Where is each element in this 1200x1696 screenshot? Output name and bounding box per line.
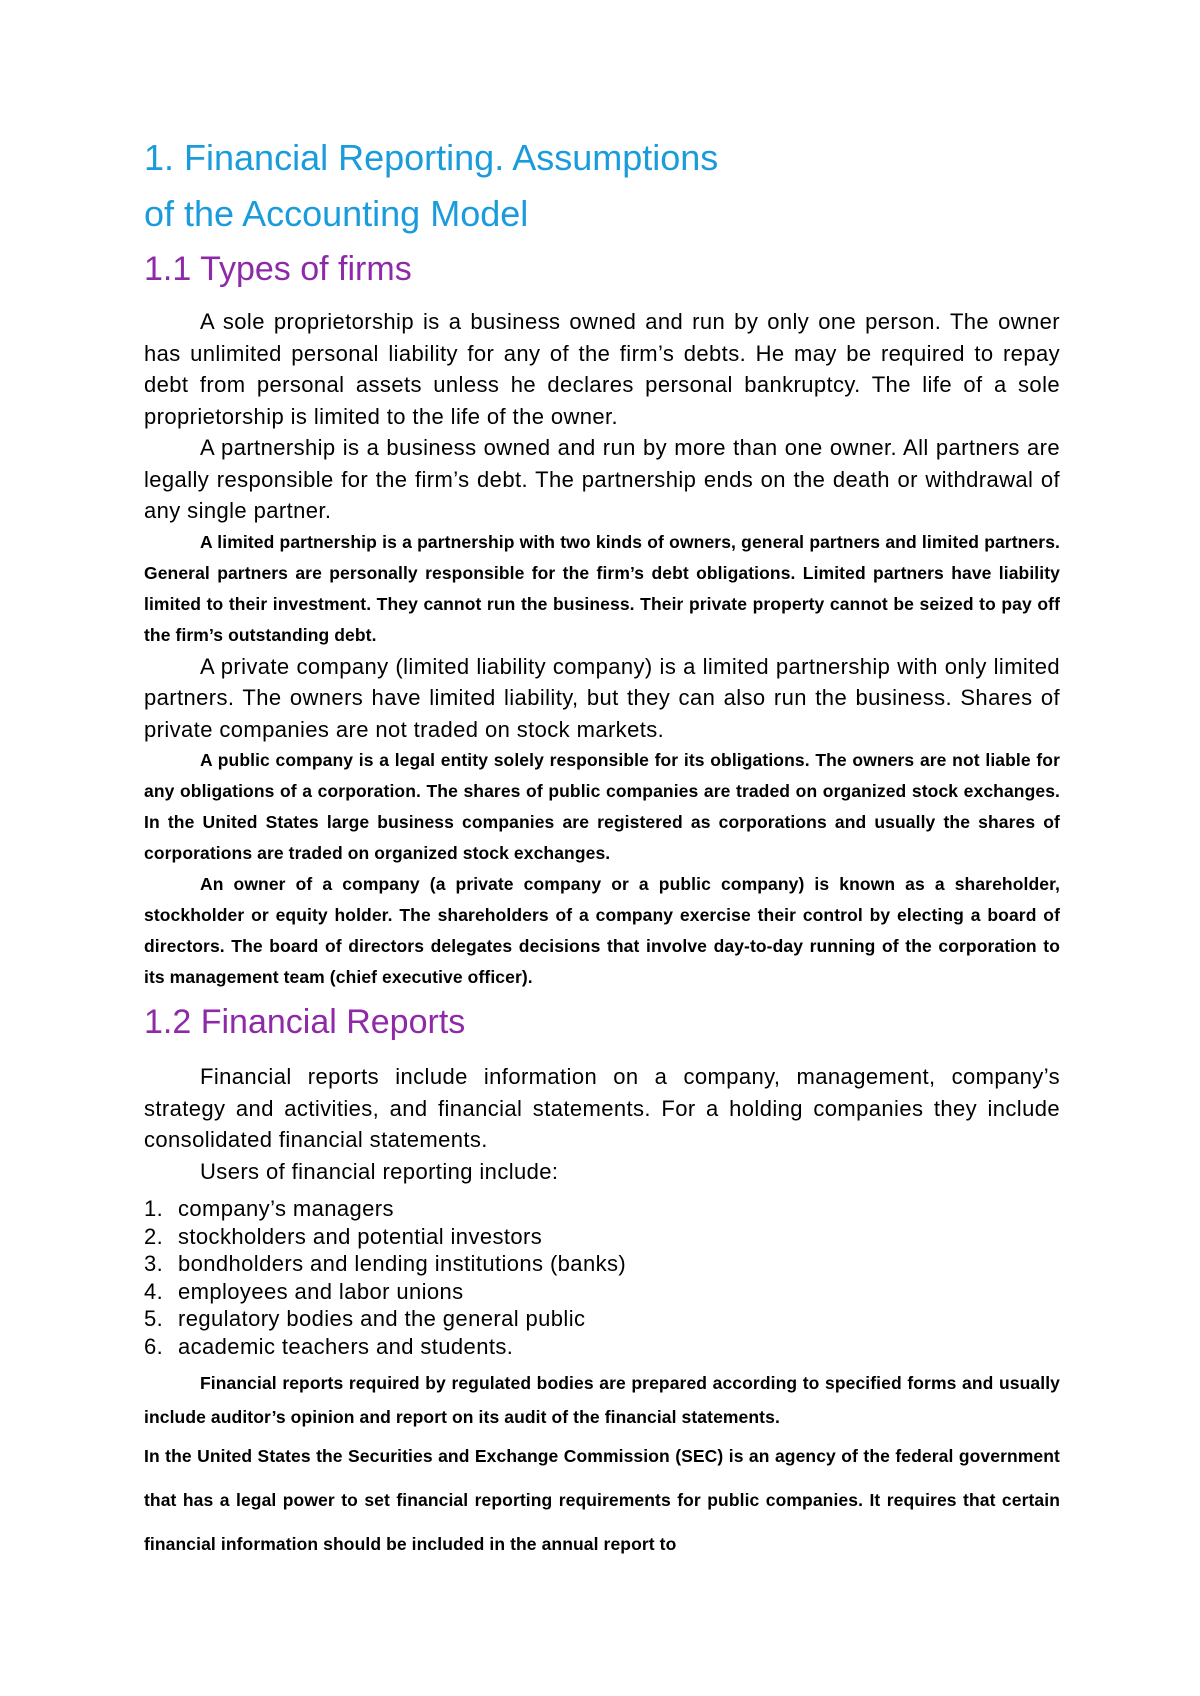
paragraph-private-company: A private company (limited liability company) is a limited partnership with only limited partners. The owners have limited liability, but they can also run the business. Shares of private companies are not traded on stock markets. (144, 653, 1060, 742)
list-item (144, 1305, 1060, 1333)
users-list (144, 1195, 1060, 1360)
paragraph-partnership: A partnership is a business owned and run by more than one owner. All partners are legally responsible for the firm’s debt. The partnership ends on the death or withdrawal of any single partner. (144, 435, 1060, 523)
list-item (144, 1278, 1060, 1306)
list-item-text: bondholders and lending institutions (banks) (178, 1251, 627, 1276)
list-item (144, 1250, 1060, 1278)
list-item-number: 3. (144, 1251, 164, 1276)
paragraph-limited-partnership: A limited partnership is a partnership with two kinds of owners, general partners and limited partners. General partners are personally responsible for the firm’s debt obligations. Limited partners have liability limited to their investment. They cannot run the business. Their private property cannot be seized to pay off the firm’s outstanding debt. (144, 531, 1060, 645)
list-item (144, 1333, 1060, 1361)
list-item-text: company’s managers (178, 1196, 394, 1221)
list-item-text: stockholders and potential investors (178, 1223, 543, 1249)
list-item-number: 2. (144, 1223, 164, 1249)
list-item-number: 1. (144, 1196, 164, 1221)
chapter-title (144, 130, 1060, 242)
list-item-number: 5. (144, 1306, 164, 1331)
document-page (144, 130, 1060, 1566)
paragraph-financial-reports-intro: Financial reports include information on a company, management, company’s strategy and activities, and financial statements. For a holding companies they include consolidated financial statements. (144, 1064, 1060, 1152)
chapter-title-line1: 1. Financial Reporting. Assumptions (144, 137, 719, 178)
list-item-number: 4. (144, 1278, 164, 1304)
section-title-financial-reports: 1.2 Financial Reports (144, 1003, 466, 1041)
list-item (144, 1223, 1060, 1251)
paragraph-regulated-bodies: Financial reports required by regulated bodies are prepared according to specified forms and usually include auditor’s opinion and report on its audit of the financial statements. (144, 1373, 1060, 1427)
list-item (144, 1195, 1060, 1223)
list-item-text: employees and labor unions (178, 1278, 464, 1304)
paragraph-shareholder: An owner of a company (a private company or a public company) is known as a shareholder, stockholder or equity holder. The shareholders of a company exercise their control by electing a board of directors. The board of directors delegates decisions that involve day-to-day running of the corporation to its management team (chief executive officer). (144, 874, 1060, 987)
paragraph-public-company: A public company is a legal entity solely responsible for its obligations. The owners are not liable for any obligations of a corporation. The shares of public companies are traded on organized stock exchanges. In the United States large business companies are registered as corporations and usually the shares of corporations are traded on organized stock exchanges. (144, 750, 1060, 863)
paragraph-users-lead: Users of financial reporting include: (200, 1158, 559, 1184)
list-item-text: regulatory bodies and the general public (178, 1306, 586, 1331)
list-item-number: 6. (144, 1333, 164, 1359)
paragraph-sec: In the United States the Securities and Exchange Commission (SEC) is an agency of the federal government that has a legal power to set financial reporting requirements for public companies. It requires that certain financial information should be included in the annual report to (144, 1446, 1060, 1554)
section-title-types-of-firms: 1.1 Types of firms (144, 250, 412, 288)
paragraph-sole-proprietorship: A sole proprietorship is a business owned and run by only one person. The owner has unlimited personal liability for any of the firm’s debts. He may be required to repay debt from personal assets unless he declares personal bankruptcy. The life of a sole proprietorship is limited to the life of the owner. (144, 309, 1060, 429)
list-item-text: academic teachers and students. (178, 1333, 514, 1359)
chapter-title-line2: of the Accounting Model (144, 193, 529, 234)
